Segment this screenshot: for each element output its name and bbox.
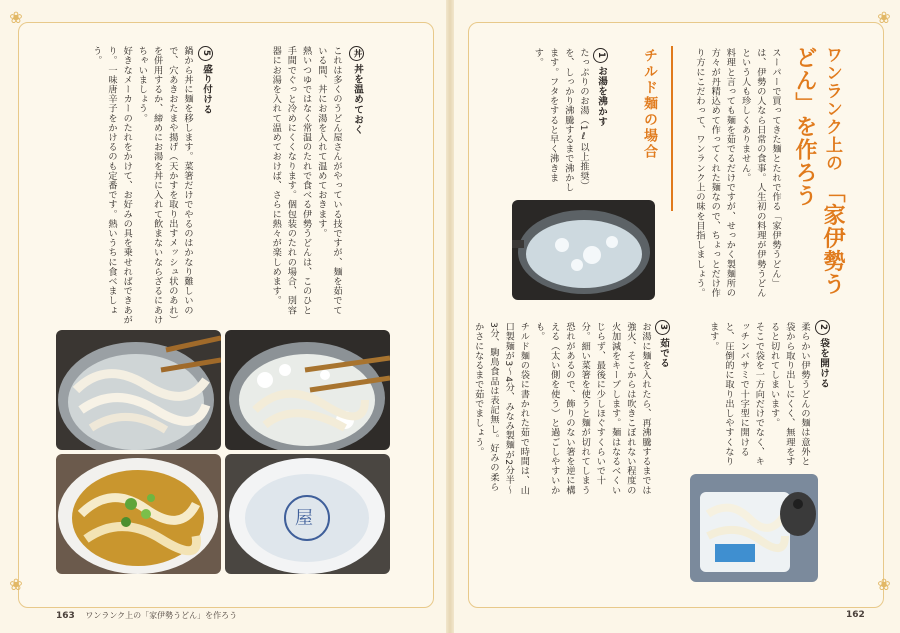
running-head: ワンランク上の「家伊勢うどん」を作ろう (85, 611, 238, 620)
right-page (450, 0, 900, 633)
ornament-icon: ❀ (9, 8, 23, 27)
svg-text:屋: 屋 (295, 508, 313, 529)
section-bowl-heading: 丼丼を温めておく (349, 46, 364, 135)
step-number: 1 (593, 48, 608, 63)
section-open-text: 柔らかい伊勢うどんの麺は意外と袋から取り出しにくく、無理をすると切れてしまいます。 そこで袋を一方向だけでなく、キッチンバサミで十字型に開けると、圧倒的に取り出しやすくなります。 (707, 322, 810, 466)
photo-boiling-water (512, 200, 655, 300)
photo-opened-package (690, 474, 818, 582)
photo-empty-bowl (225, 454, 390, 574)
section-serve-heading: 5盛り付ける (198, 46, 213, 115)
page-title (790, 46, 846, 296)
photo-udon-boiling (225, 330, 390, 450)
section-cook-heading: 3茹でる (655, 320, 670, 368)
title-line2: 「家伊勢うどん」を作ろう (792, 46, 845, 296)
bowl-icon: 丼 (349, 46, 364, 61)
section-cook-text: お湯に麺を入れたら、再沸騰するまでは強火、そこからは吹きこぼれない程度の火加減をキープします。麺はなるべくいじらず、最後に少しほぐすくらいで十分。細い菜箸を使うと麺が切れてしまう恐れがあるので、飾りのない箸を逆に構える（太い側を使う）と過ごしやすいかも。 チルド麺の袋に書かれた茹で時間は、山口製麺が3〜4分、みなみ製麺が2分半〜3分、駒鳥食品は表記無し。好みの柔らかさになるまで茹でましょう。 (472, 322, 651, 495)
ornament-icon: ❀ (877, 8, 891, 27)
step-number: 5 (198, 46, 213, 61)
ornament-icon: ❀ (9, 575, 23, 594)
section-boil-heading: 1お湯を沸かす (593, 48, 608, 127)
section-boil-text: たっぷりのお湯（1ℓ以上推奨）を、しっかり沸騰するまで沸かします。フタをすると早く沸きます。 (532, 48, 589, 192)
intro-text: スーパーで買ってきた麺とたれで作る「家伊勢うどん」は、伊勢の人なら日常の食事。人生初の料理が伊勢うどんという人も珍しくありません。 料理と言っても麺を茹でるだけですが、せっかく製麺所の方々が丹精込めて作ってくれた麺なので、ちょっとだけ作り方にこだわって、ワンランク上の味を目指しましょう。 (693, 48, 781, 298)
photo-finished-udon-bowl (56, 454, 221, 574)
page-number: 162 (846, 610, 865, 620)
divider (671, 46, 673, 211)
step-number: 2 (815, 320, 830, 335)
photo-udon-in-pot (56, 330, 221, 450)
step-number: 3 (655, 320, 670, 335)
title-line1: ワンランク上の (822, 46, 842, 172)
ornament-icon: ❀ (877, 575, 891, 594)
section-open-heading: 2袋を開ける (815, 320, 830, 389)
section-serve-text: 鍋から丼に麺を移します。菜箸だけでやるのはかなり難しいので、穴あきおたまや揚げ（天かすを取り出すメッシュ状のあれ）を併用するか、締めにお湯を丼に入れて飲まないならざるにあけちゃいましょう。 好きなメーカーのたれをかけて、お好みの具を乗せればできあがり。一味唐辛子をかけるのも定番です。熱いうちに食べましょう。 (90, 46, 193, 325)
right-folio (846, 610, 865, 620)
page-number: 163 (56, 611, 75, 621)
section-bowl-text: これは多くのうどん屋さんがやっている技ですが、麺を茹でている間、丼にお湯を入れて温めておきます。 熱いつゆではなく常温のたれで食べる伊勢うどんは、このひと手間でぐっと冷めにくくなります。個包装のたれの場合、別容器にお湯を入れて温めておけば、さらに熱々が楽しめます。 (270, 46, 342, 315)
left-folio (56, 610, 237, 621)
chilled-noodle-heading: チルド麺の場合 (642, 48, 658, 160)
